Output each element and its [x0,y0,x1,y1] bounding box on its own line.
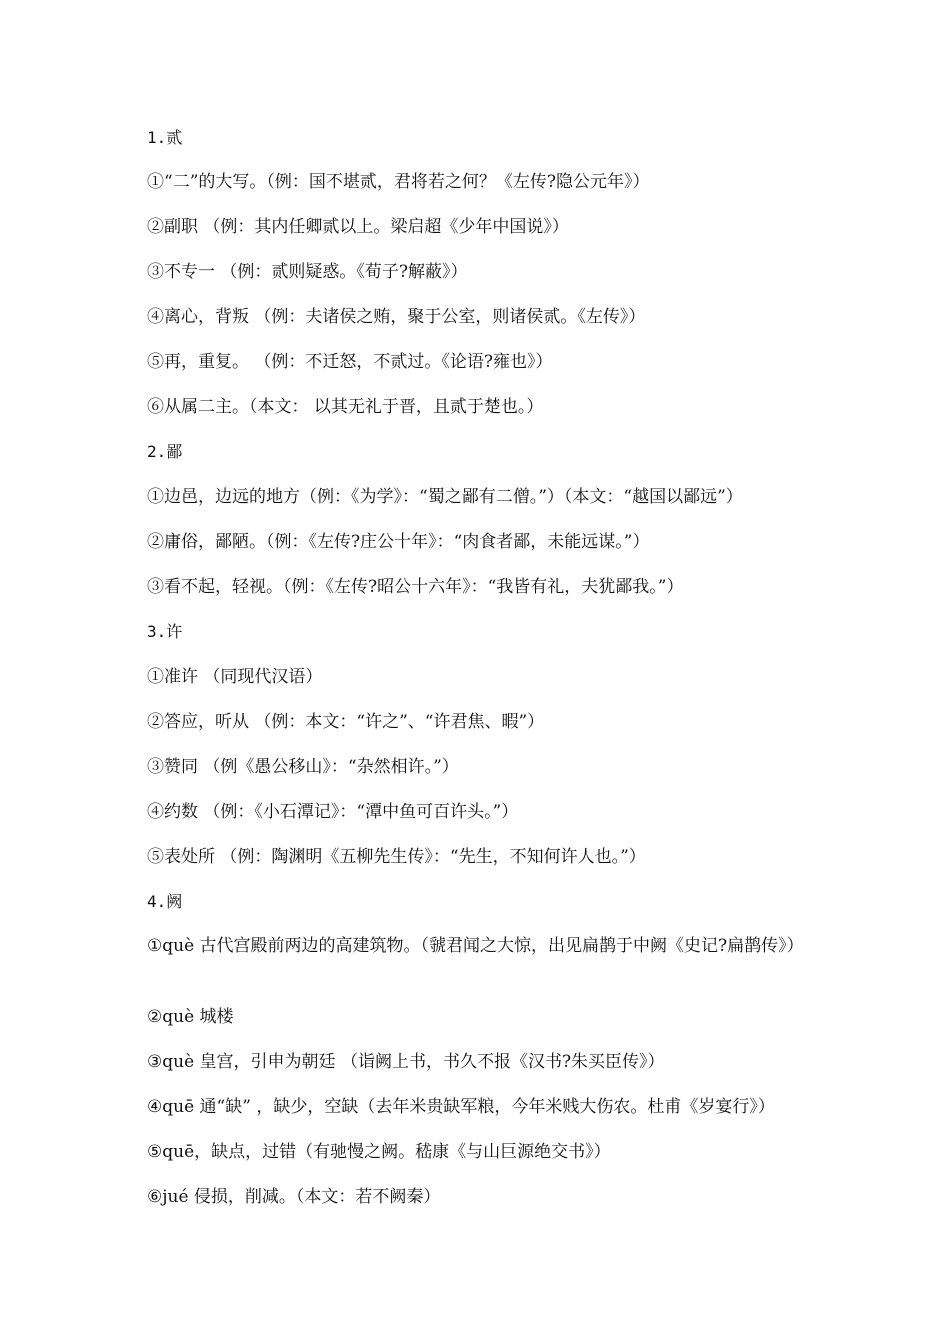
entry-que-2: ②què 城楼 [147,1007,234,1027]
entry-que-4: ④quē 通“缺” ，缺少，空缺（去年米贵缺军粮，今年米贱大伤农。杜甫《岁宴行》） [147,1097,775,1117]
heading-bi: 2.鄙 [147,442,183,461]
entry-er-3: ③不专一 （例：贰则疑惑。《荀子?解蔽》） [147,262,468,282]
entry-er-2: ②副职 （例：其内任卿贰以上。梁启超《少年中国说》） [147,217,569,237]
heading-que: 4.阙 [147,892,183,911]
entry-xu-3: ③赞同 （例《愚公移山》：“杂然相许。”） [147,757,459,777]
entry-er-1: ①“二”的大写。（例：国不堪贰，君将若之何？《左传?隐公元年》） [147,172,650,192]
heading-xu: 3.许 [147,622,183,641]
heading-er: 1.贰 [147,128,183,147]
entry-que-5: ⑤quē，缺点，过错（有驰慢之阙。嵇康《与山巨源绝交书》） [147,1142,611,1162]
entry-er-4: ④离心，背叛 （例：夫诸侯之贿，聚于公室，则诸侯贰。《左传》） [147,307,646,327]
entry-bi-3: ③看不起，轻视。（例：《左传?昭公十六年》：“我皆有礼，夫犹鄙我。”） [147,577,684,597]
entry-que-6: ⑥jué 侵损，削减。（本文：若不阙秦） [147,1187,441,1207]
entry-bi-1: ①边邑，边远的地方（例：《为学》：“蜀之鄙有二僧。”）（本文：“越国以鄙远”） [147,487,743,507]
entry-er-5: ⑤再，重复。 （例：不迁怒，不贰过。《论语?雍也》） [147,352,553,372]
entry-xu-4: ④约数 （例：《小石潭记》：“潭中鱼可百许头。”） [147,802,519,822]
entry-que-3: ③què 皇宫，引申为朝廷 （诣阙上书，书久不报《汉书?朱买臣传》） [147,1052,665,1072]
entry-xu-2: ②答应，听从 （例：本文：“许之”、“许君焦、暇”） [147,712,545,732]
entry-er-6: ⑥从属二主。（本文： 以其无礼于晋，且贰于楚也。） [147,397,544,417]
entry-xu-1: ①准许 （同现代汉语） [147,667,323,687]
entry-bi-2: ②庸俗，鄙陋。（例：《左传?庄公十年》：“肉食者鄙，未能远谋。”） [147,532,650,552]
entry-que-1: ①què 古代宫殿前两边的高建筑物。（虢君闻之大惊，出见扁鹊于中阙《史记?扁鹊传》） [147,936,804,956]
entry-xu-5: ⑤表处所 （例：陶渊明《五柳先生传》：“先生，不知何许人也。”） [147,847,646,867]
